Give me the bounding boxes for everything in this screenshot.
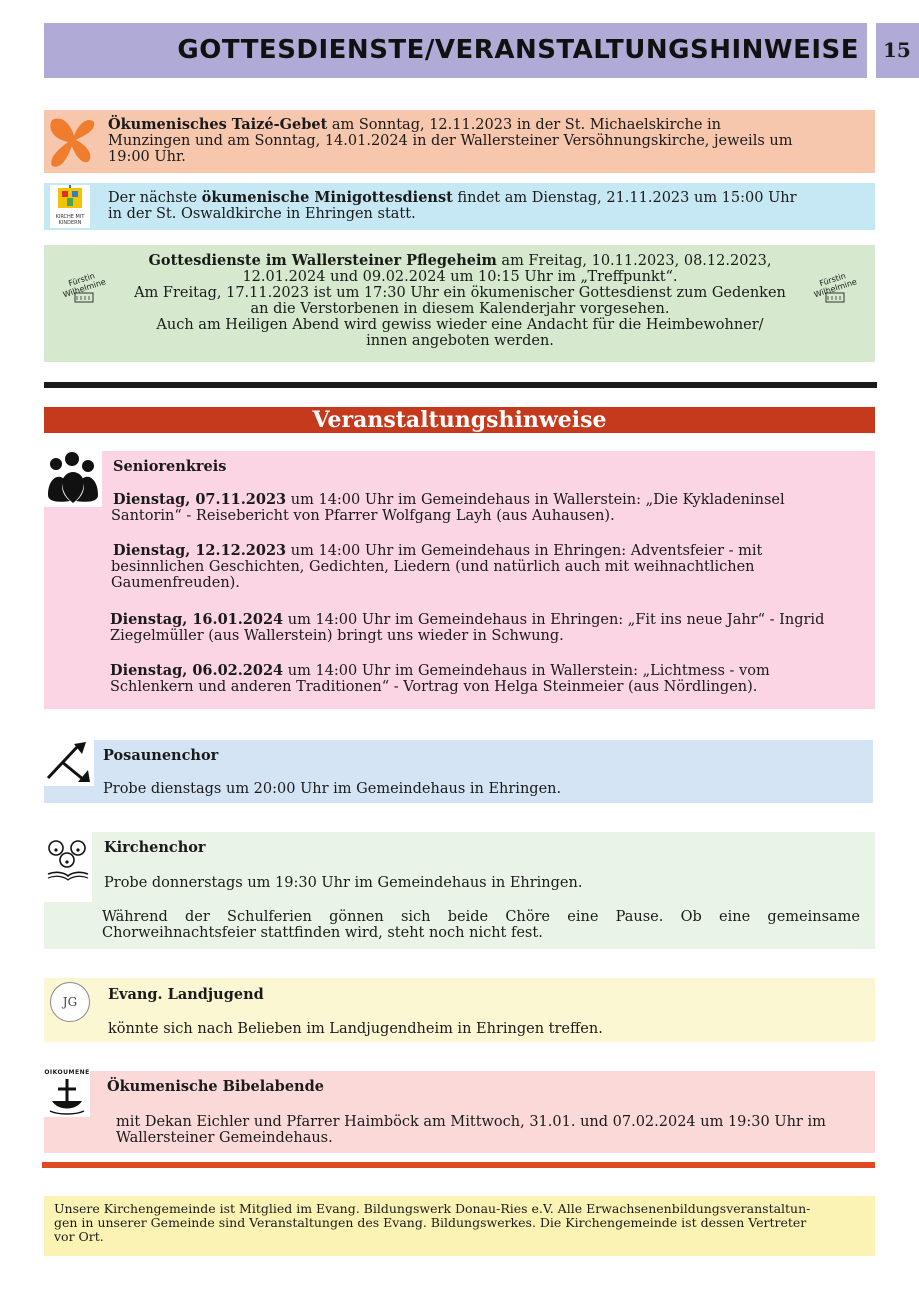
event-text: Schlenkern und anderen Traditionen“ - Vortrag von Helga Steinmeier (aus Nördlingen). [110, 679, 758, 695]
senior-event-2 [113, 543, 873, 591]
taize-line2: Munzingen und am Sonntag, 14.01.2024 in der Wallersteiner Versöhnungskirche, jeweils um [108, 133, 793, 149]
note-line-1: Unsere Kirchengemeinde ist Mitglied im Evang. Bildungswerk Donau-Ries e.V. Alle Erwachsenenbildungsveranstaltun- [54, 1201, 811, 1216]
event-text: Santorin“ - Reisebericht von Pfarrer Wolfgang Layh (aus Auhausen). [111, 508, 615, 524]
event-text: um 14:00 Uhr im Gemeindehaus in Ehringen: Adventsfeier - mit [286, 543, 763, 559]
mini-post: findet am Dienstag, 21.11.2023 um 15:00 Uhr [452, 190, 797, 206]
page-header [44, 23, 867, 78]
people-group-icon [44, 451, 102, 507]
seniorenkreis-title: Seniorenkreis [113, 458, 227, 475]
mini-title: ökumenische Minigottesdienst [201, 189, 453, 206]
bibel-line-2: Wallersteiner Gemeindehaus. [116, 1130, 333, 1146]
taize-cross-icon [44, 110, 99, 173]
bildungswerk-text [54, 1202, 870, 1244]
section-title: Veranstaltungshinweise [312, 407, 607, 433]
event-date: Dienstag, 12.12.2023 [113, 542, 287, 559]
pflegeheim-line3: Am Freitag, 17.11.2023 ist um 17:30 Uhr ein ökumenischer Gottesdienst zum Gedenken [134, 285, 786, 301]
taize-text [108, 117, 858, 165]
kirche-mit-kindern-logo [50, 185, 90, 228]
posaunenchor-text: Probe dienstags um 20:00 Uhr im Gemeindehaus in Ehringen. [103, 781, 562, 797]
fuerstin-wilhelmine-logo-right [801, 271, 867, 315]
kirchenchor-note [102, 909, 860, 941]
pflegeheim-line6: innen angeboten werden. [366, 333, 554, 349]
kirchenchor-box [44, 832, 875, 949]
bibelabende-title: Ökumenische Bibelabende [107, 1078, 324, 1095]
event-date: Dienstag, 16.01.2024 [110, 611, 284, 628]
section-divider [44, 382, 877, 388]
page-number-box [876, 23, 919, 78]
posaunenchor-box [44, 740, 873, 803]
oikoumene-logo [44, 1071, 90, 1117]
senior-event-4 [110, 663, 872, 695]
taize-line3: 19:00 Uhr. [108, 149, 186, 165]
note-line-2: Chorweihnachtsfeier stattfinden wird, steht noch nicht fest. [102, 925, 543, 941]
mini-pre: Der nächste [108, 190, 202, 206]
bibelabende-text [116, 1114, 874, 1146]
senior-event-1 [113, 492, 873, 524]
choir-singers-icon [44, 832, 92, 902]
landjugend-box [44, 978, 875, 1042]
trumpet-icon [44, 740, 94, 786]
section-title-bar [44, 407, 875, 433]
event-text: besinnlichen Geschichten, Gedichten, Liedern (und natürlich auch mit weihnachtlichen [111, 559, 755, 575]
posaunenchor-title: Posaunenchor [103, 747, 219, 764]
logo-text-left: Fürstin Wilhelmine [61, 271, 107, 300]
pflegeheim-title: Gottesdienste im Wallersteiner Pflegeheim [148, 252, 497, 269]
pflegeheim-line4: an die Verstorbenen in diesem Kalenderjahr vorgesehen. [250, 301, 670, 317]
landjugend-text: könnte sich nach Belieben im Landjugendheim in Ehringen treffen. [108, 1021, 603, 1037]
taize-title: Ökumenisches Taizé-Gebet [108, 116, 328, 133]
landjugend-logo-text: JG [62, 995, 78, 1009]
event-date: Dienstag, 06.02.2024 [110, 662, 284, 679]
building-icon [825, 291, 845, 303]
logo-text-right: Fürstin Wilhelmine [812, 271, 858, 300]
logo-text-2: KINDERN [58, 220, 82, 226]
seniorenkreis-box [44, 451, 875, 709]
landjugend-logo [50, 982, 90, 1022]
pflegeheim-text [120, 253, 800, 349]
mini-text [108, 190, 868, 222]
children-church-icon [50, 185, 90, 215]
taize-line1: am Sonntag, 12.11.2023 in der St. Michaelskirche in [327, 117, 722, 133]
pflegeheim-box [44, 245, 875, 362]
note-line-2: gen in unserer Gemeinde sind Veranstaltungen des Evang. Bildungswerkes. Die Kirchengemeinde ist dessen Vertreter [54, 1215, 807, 1230]
bildungswerk-note [44, 1196, 875, 1256]
event-text: um 14:00 Uhr im Gemeindehaus in Wallerstein: „Die Kykladeninsel [286, 492, 785, 508]
minigottesdienst-box [44, 183, 875, 230]
oikoumene-text: OIKOUMENE [44, 1069, 90, 1076]
event-text: um 14:00 Uhr im Gemeindehaus in Ehringen: „Fit ins neue Jahr“ - Ingrid [283, 612, 825, 628]
pflegeheim-line5: Auch am Heiligen Abend wird gewiss wieder eine Andacht für die Heimbewohner/ [156, 317, 764, 333]
landjugend-title: Evang. Landjugend [108, 986, 264, 1003]
bibel-line-1: mit Dekan Eichler und Pfarrer Haimböck am Mittwoch, 31.01. und 07.02.2024 um 19:30 Uhr im [116, 1114, 826, 1130]
logo-text-1: KIRCHE MIT [55, 214, 85, 220]
fuerstin-wilhelmine-logo-left [50, 271, 116, 315]
kirchenchor-title: Kirchenchor [104, 839, 206, 856]
footer-divider [42, 1162, 875, 1168]
note-line-1: Während der Schulferien gönnen sich beide Chöre eine Pause. Ob eine gemeinsame [102, 909, 860, 925]
pflegeheim-line1: am Freitag, 10.11.2023, 08.12.2023, [496, 253, 772, 269]
event-text: Ziegelmüller (aus Wallerstein) bringt uns wieder in Schwung. [110, 628, 564, 644]
kirchenchor-text: Probe donnerstags um 19:30 Uhr im Gemeindehaus in Ehringen. [104, 875, 583, 891]
event-text: Gaumenfreuden). [111, 575, 240, 591]
event-text: um 14:00 Uhr im Gemeindehaus in Wallerstein: „Lichtmess - vom [283, 663, 770, 679]
page-number: 15 [883, 38, 911, 62]
note-line-3: vor Ort. [54, 1229, 104, 1244]
mini-line2: in der St. Oswaldkirche in Ehringen statt. [108, 206, 416, 222]
taize-box [44, 110, 875, 173]
bibelabende-box [44, 1071, 875, 1153]
building-icon [74, 291, 94, 303]
oikoumene-ship-cross-icon [44, 1071, 90, 1117]
page-title: GOTTESDIENSTE/VERANSTALTUNGSHINWEISE [177, 35, 859, 65]
event-date: Dienstag, 07.11.2023 [113, 491, 287, 508]
senior-event-3 [110, 612, 872, 644]
pflegeheim-line2: 12.01.2024 und 09.02.2024 um 10:15 Uhr im „Treffpunkt“. [242, 269, 678, 285]
